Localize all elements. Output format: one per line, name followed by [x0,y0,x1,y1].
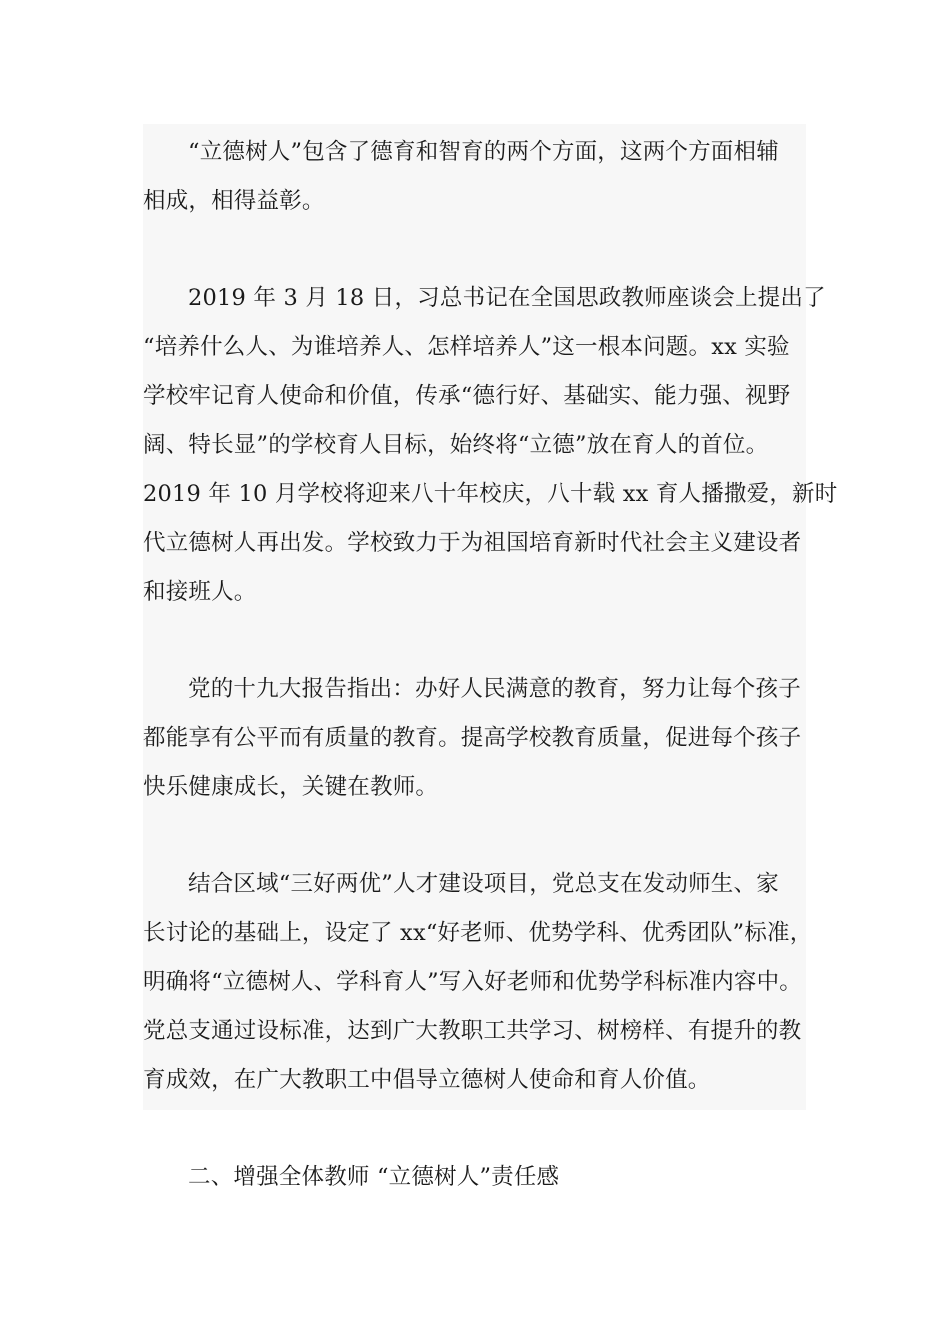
text-line: 相成，相得益彰。 [143,188,325,214]
text-line: 和接班人。 [143,579,257,605]
paragraph-spacer [143,812,819,860]
heading-line: 二、增强全体教师 “立德树人”责任感 [188,1164,560,1190]
paragraph-4 [143,860,819,1105]
text-line: 结合区域“三好两优”人才建设项目，党总支在发动师生、家 [188,871,779,897]
text-line: 长讨论的基础上，设定了 xx“好老师、优势学科、优秀团队”标准， [143,920,813,946]
text-line: 代立德树人再出发。学校致力于为祖国培育新时代社会主义建设者 [143,530,802,556]
text-line: 学校牢记育人使命和价值，传承“德行好、基础实、能力强、视野 [143,383,791,409]
document-body [143,124,838,1202]
text-line: 阔、特长显”的学校育人目标，始终将“立德”放在育人的首位。 [143,432,769,458]
text-line: “培养什么人、为谁培养人、怎样培养人”这一根本问题。xx 实验 [143,334,790,360]
text-line: 明确将“立德树人、学科育人”写入好老师和优势学科标准内容中。 [143,969,803,995]
text-line: 2019 年 3 月 18 日，习总书记在全国思政教师座谈会上提出了 [188,285,826,311]
text-line: 快乐健康成长，关键在教师。 [143,774,439,800]
text-line: 党的十九大报告指出：办好人民满意的教育，努力让每个孩子 [188,676,801,702]
text-line: 都能享有公平而有质量的教育。提高学校教育质量，促进每个孩子 [143,725,802,751]
paragraph-spacer [143,617,819,665]
text-line: “立德树人”包含了德育和智育的两个方面，这两个方面相辅 [188,139,779,165]
paragraph-1 [143,128,819,226]
text-line: 2019 年 10 月学校将迎来八十年校庆，八十载 xx 育人播撒爱，新时 [143,481,838,507]
paragraph-spacer [143,1105,819,1153]
paragraph-spacer [143,226,819,274]
text-line: 育成效，在广大教职工中倡导立德树人使命和育人价值。 [143,1067,711,1093]
text-line: 党总支通过设标准，达到广大教职工共学习、树榜样、有提升的教 [143,1018,802,1044]
paragraph-3 [143,665,819,812]
paragraph-2 [143,274,838,617]
section-heading [143,1153,819,1202]
